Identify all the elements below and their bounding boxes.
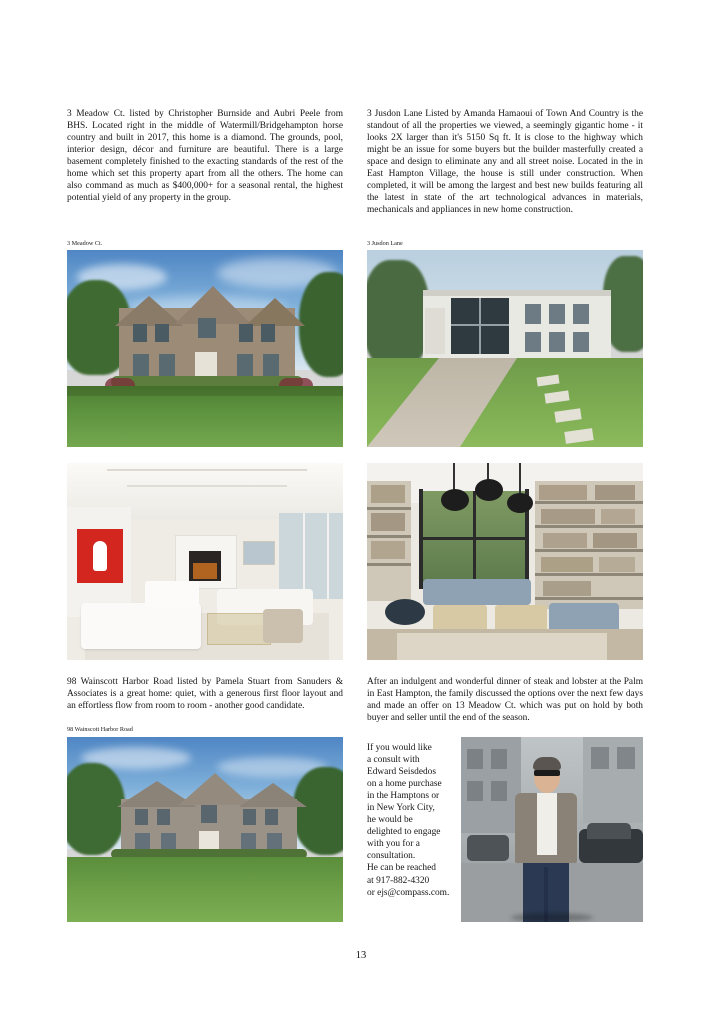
contact-line-7: he would be: [367, 815, 413, 826]
contact-line-6: in New York City,: [367, 803, 435, 814]
contact-block: [367, 742, 459, 899]
article-right-top-text: 3 Jusdon Lane Listed by Amanda Hamaoui of Town And Country is the standout of all the properties we viewed, a seemingly gigantic home - it looks 2X larger than it's 5150 Sq ft. It is close to the highway which might be an issue for some buyers but the builder masterfully created a space and design to eliminate any and all street noise. Located in the in East Hampton Village, the house is still under construction. When completed, it will be among the largest and best new builds featuring all the latest in state of the art technological advances in materials, mechanicals and appliances in new home construction.: [367, 109, 643, 216]
article-right-bottom-text: After an indulgent and wonderful dinner of steak and lobster at the Palm in East Hampton, the family discussed the options over the next few days and made an offer on 13 Meadow Ct. which was put on hold by both buyer and seller until the end of the season.: [367, 677, 643, 724]
article-right-bottom: [367, 676, 643, 724]
contact-line-2: a consult with: [367, 755, 420, 766]
contact-line-5: in the Hamptons or: [367, 791, 440, 802]
article-left-top: [67, 108, 343, 204]
contact-email: or ejs@compass.com.: [367, 887, 450, 898]
contact-line-1: If you would like: [367, 743, 432, 753]
contact-line-3: Edward Seisdedos: [367, 767, 436, 778]
contact-line-10: consultation.: [367, 851, 416, 862]
photo-portrait: [461, 737, 643, 922]
article-left-bottom: [67, 676, 343, 712]
page-number: 13: [355, 950, 367, 961]
contact-line-11: He can be reached: [367, 863, 436, 874]
caption-jusdon: 3 Jusdon Lane: [367, 240, 403, 247]
photo-meadow-exterior: [67, 250, 343, 447]
article-left-bottom-text: 98 Wainscott Harbor Road listed by Pamela Stuart from Sanuders & Associates is a great home: quiet, with a generous first floor layout and an effortless flow from room to room - another good candidate.: [67, 677, 343, 712]
article-left-top-text: 3 Meadow Ct. listed by Christopher Burnside and Aubri Peele from BHS. Located right in the middle of Watermill/Bridgehampton horse country and built in 2017, this home is a diamond. The grounds, pool, interior design, décor and furniture are beautiful. There is a large basement completely finished to the exacting standards of the rest of the home which set this property apart from all the others. The home can also command as much as $400,000+ for a seasonal rental, the highest potential yield of any property in the group.: [67, 109, 343, 204]
caption-wainscott: 98 Wainscott Harbor Road: [67, 726, 133, 733]
article-right-top: [367, 108, 643, 216]
photo-living-room-interior: [67, 463, 343, 660]
contact-line-9: with you for a: [367, 839, 420, 850]
photo-library-interior: [367, 463, 643, 660]
caption-meadow: 3 Meadow Ct.: [67, 240, 103, 247]
contact-line-4: on a home purchase: [367, 779, 442, 790]
contact-phone: at 917-882-4320: [367, 875, 430, 886]
photo-wainscott-exterior: [67, 737, 343, 922]
photo-jusdon-exterior: [367, 250, 643, 447]
contact-line-8: delighted to engage: [367, 827, 441, 838]
